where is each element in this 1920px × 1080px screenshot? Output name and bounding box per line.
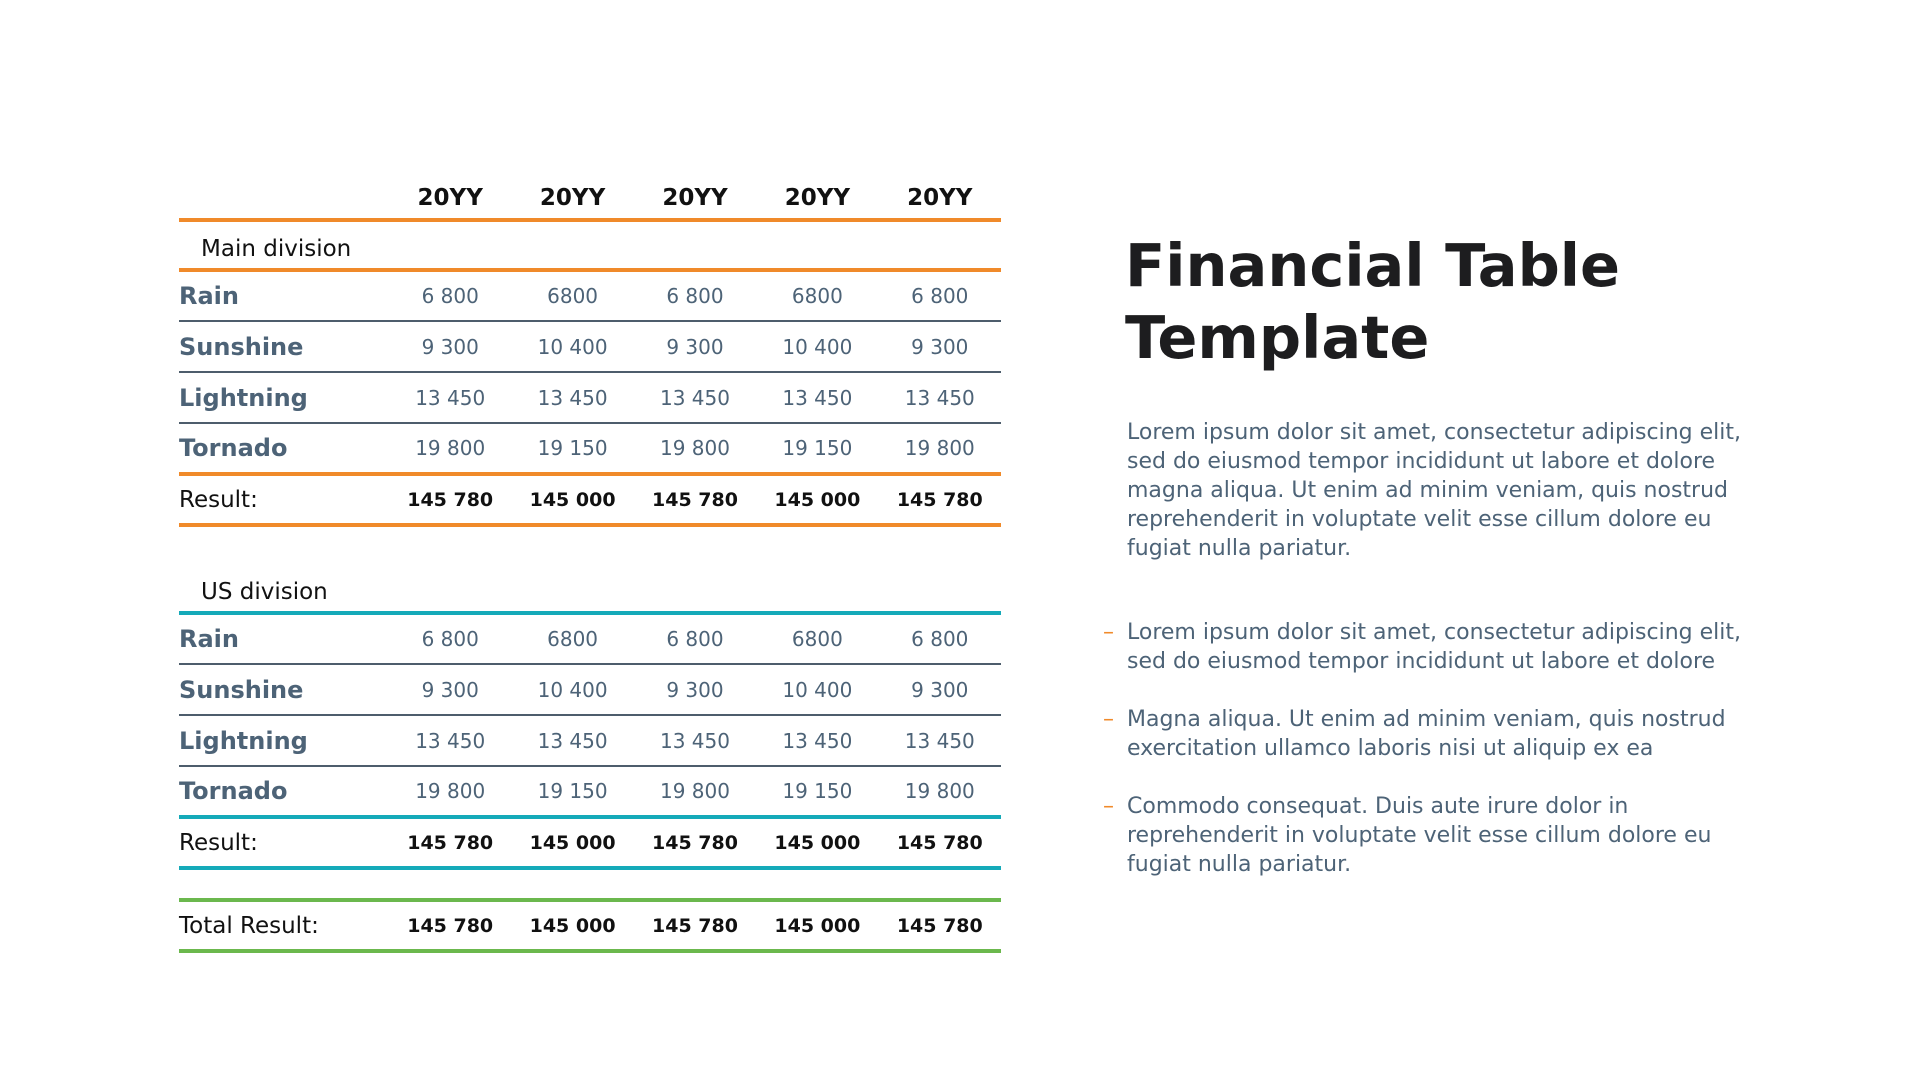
cell-value: 6 800 bbox=[389, 270, 511, 321]
list-item bbox=[1103, 705, 1768, 763]
list-item bbox=[1103, 792, 1768, 879]
cell-value: 6 800 bbox=[879, 270, 1001, 321]
total-result-value: 145 780 bbox=[634, 900, 756, 951]
cell-value: 6800 bbox=[511, 270, 633, 321]
cell-value: 9 300 bbox=[389, 664, 511, 715]
row-label: Rain bbox=[179, 613, 389, 664]
cell-value: 19 800 bbox=[879, 766, 1001, 817]
header-blank-cell bbox=[179, 178, 389, 220]
cell-value: 9 300 bbox=[634, 664, 756, 715]
main-division-title-row bbox=[179, 220, 1001, 270]
result-value: 145 000 bbox=[511, 817, 633, 868]
cell-value: 6 800 bbox=[389, 613, 511, 664]
year-header: 20YY bbox=[756, 178, 878, 220]
result-value: 145 780 bbox=[879, 817, 1001, 868]
result-value: 145 780 bbox=[634, 817, 756, 868]
cell-value: 19 150 bbox=[511, 423, 633, 474]
bullet-text: Lorem ipsum dolor sit amet, consectetur adipiscing elit, sed do eiusmod tempor incididunt ut labore et dolore bbox=[1127, 620, 1741, 674]
financial-table bbox=[179, 178, 1001, 953]
cell-value: 19 800 bbox=[634, 766, 756, 817]
cell-value: 6800 bbox=[511, 613, 633, 664]
table-row bbox=[179, 664, 1001, 715]
total-result-row bbox=[179, 900, 1001, 951]
us-result-row bbox=[179, 817, 1001, 868]
main-result-row bbox=[179, 474, 1001, 525]
page-title-line1: Financial Table bbox=[1125, 231, 1621, 300]
row-label: Lightning bbox=[179, 715, 389, 766]
cell-value: 6800 bbox=[756, 613, 878, 664]
cell-value: 13 450 bbox=[634, 372, 756, 423]
row-label: Sunshine bbox=[179, 664, 389, 715]
cell-value: 9 300 bbox=[879, 321, 1001, 372]
cell-value: 19 150 bbox=[756, 423, 878, 474]
page-title bbox=[1125, 230, 1685, 374]
result-value: 145 780 bbox=[634, 474, 756, 525]
cell-value: 9 300 bbox=[389, 321, 511, 372]
total-result-label: Total Result: bbox=[179, 900, 389, 951]
intro-paragraph: Lorem ipsum dolor sit amet, consectetur adipiscing elit, sed do eiusmod tempor incididunt ut labore et dolore magna aliqua. Ut enim ad minim veniam, quis nostrud reprehenderit in voluptate velit esse cillum dolore eu fugiat nulla pariatur. bbox=[1127, 420, 1741, 561]
cell-value: 13 450 bbox=[389, 372, 511, 423]
result-value: 145 780 bbox=[389, 817, 511, 868]
cell-value: 10 400 bbox=[756, 321, 878, 372]
bullet-text: Magna aliqua. Ut enim ad minim veniam, quis nostrud exercitation ullamco laboris nisi ut aliquip ex ea bbox=[1127, 707, 1726, 761]
total-result-value: 145 000 bbox=[511, 900, 633, 951]
cell-value: 19 800 bbox=[389, 423, 511, 474]
cell-value: 19 800 bbox=[879, 423, 1001, 474]
cell-value: 19 800 bbox=[389, 766, 511, 817]
table-row bbox=[179, 613, 1001, 664]
row-label: Rain bbox=[179, 270, 389, 321]
main-division-title: Main division bbox=[179, 220, 1001, 270]
us-division-title: US division bbox=[179, 525, 1001, 613]
result-value: 145 000 bbox=[756, 817, 878, 868]
cell-value: 13 450 bbox=[511, 372, 633, 423]
cell-value: 13 450 bbox=[756, 715, 878, 766]
dash-bullet-icon: – bbox=[1103, 620, 1114, 645]
cell-value: 13 450 bbox=[879, 715, 1001, 766]
dash-bullet-icon: – bbox=[1103, 707, 1114, 732]
spacer-cell bbox=[179, 868, 1001, 900]
cell-value: 13 450 bbox=[879, 372, 1001, 423]
cell-value: 19 150 bbox=[756, 766, 878, 817]
dash-bullet-icon: – bbox=[1103, 794, 1114, 819]
result-value: 145 780 bbox=[389, 474, 511, 525]
cell-value: 13 450 bbox=[511, 715, 633, 766]
cell-value: 13 450 bbox=[389, 715, 511, 766]
cell-value: 13 450 bbox=[756, 372, 878, 423]
list-item bbox=[1103, 618, 1768, 676]
cell-value: 19 800 bbox=[634, 423, 756, 474]
bullet-text: Commodo consequat. Duis aute irure dolor in reprehenderit in voluptate velit esse cillum dolore eu fugiat nulla pariatur. bbox=[1127, 794, 1712, 877]
year-header: 20YY bbox=[389, 178, 511, 220]
bullet-list bbox=[1103, 618, 1768, 908]
row-label: Sunshine bbox=[179, 321, 389, 372]
result-value: 145 780 bbox=[879, 474, 1001, 525]
result-label: Result: bbox=[179, 817, 389, 868]
cell-value: 6 800 bbox=[879, 613, 1001, 664]
cell-value: 6800 bbox=[756, 270, 878, 321]
year-header: 20YY bbox=[511, 178, 633, 220]
table-row bbox=[179, 766, 1001, 817]
cell-value: 19 150 bbox=[511, 766, 633, 817]
cell-value: 10 400 bbox=[511, 664, 633, 715]
page-title-line2: Template bbox=[1125, 303, 1430, 372]
result-value: 145 000 bbox=[756, 474, 878, 525]
total-result-value: 145 780 bbox=[389, 900, 511, 951]
total-spacer-row bbox=[179, 868, 1001, 900]
table-row bbox=[179, 715, 1001, 766]
year-header: 20YY bbox=[634, 178, 756, 220]
result-label: Result: bbox=[179, 474, 389, 525]
cell-value: 13 450 bbox=[634, 715, 756, 766]
row-label: Lightning bbox=[179, 372, 389, 423]
cell-value: 9 300 bbox=[634, 321, 756, 372]
us-division-title-row bbox=[179, 525, 1001, 613]
table-row bbox=[179, 423, 1001, 474]
year-header-row bbox=[179, 178, 1001, 220]
table-row bbox=[179, 270, 1001, 321]
table-row bbox=[179, 321, 1001, 372]
result-value: 145 000 bbox=[511, 474, 633, 525]
row-label: Tornado bbox=[179, 423, 389, 474]
total-result-value: 145 780 bbox=[879, 900, 1001, 951]
cell-value: 10 400 bbox=[511, 321, 633, 372]
cell-value: 6 800 bbox=[634, 270, 756, 321]
cell-value: 9 300 bbox=[879, 664, 1001, 715]
table-row bbox=[179, 372, 1001, 423]
cell-value: 6 800 bbox=[634, 613, 756, 664]
cell-value: 10 400 bbox=[756, 664, 878, 715]
row-label: Tornado bbox=[179, 766, 389, 817]
total-result-value: 145 000 bbox=[756, 900, 878, 951]
year-header: 20YY bbox=[879, 178, 1001, 220]
